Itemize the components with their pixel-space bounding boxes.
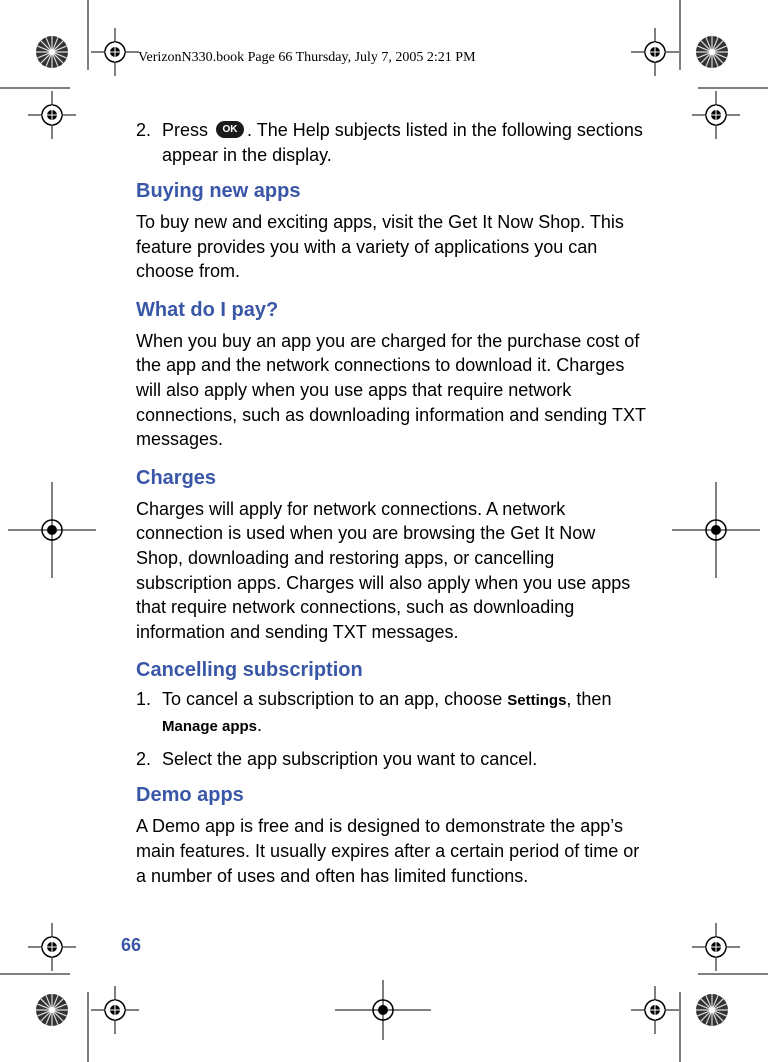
step-text: Press OK . The Help subjects listed in the following sections appear in the display. [162, 120, 643, 165]
crosshair-mark [91, 986, 139, 1034]
section-body-buying: To buy new and exciting apps, visit the Get It Now Shop. This feature provides you with a variety of applications you can choose from. [136, 212, 624, 282]
crosshair-mark [28, 923, 76, 971]
step-number: 1. [136, 689, 152, 710]
registration-star-bottom-left [36, 994, 68, 1026]
registration-star-bottom-right [696, 994, 728, 1026]
intro-step [136, 118, 646, 168]
page-content [136, 118, 646, 888]
section-heading-demo: Demo apps [136, 784, 244, 807]
crosshair-mark [692, 91, 740, 139]
registration-star-top-left [36, 36, 68, 68]
cancel-step-2 [136, 747, 646, 772]
ok-key-icon: OK [216, 121, 244, 138]
menu-name-manage-apps: Manage apps [162, 718, 258, 736]
section-heading-charges: Charges [136, 466, 217, 489]
print-header-slug: VerizonN330.book Page 66 Thursday, July 7, 2005 2:21 PM [138, 50, 476, 65]
section-heading-buying: Buying new apps [136, 180, 301, 202]
crosshair-mark [631, 986, 679, 1034]
section-body-charges: Charges will apply for network connections. A network connection is used when you are browsing the Get It Now Shop, downloading and restoring apps, or cancelling subscription apps. Charges will also apply when you use apps that require network connections, such as downloading information and sending TXT messages. [136, 498, 631, 642]
cancel-step-1 [136, 687, 646, 739]
crosshair-mark [91, 28, 139, 76]
section-heading-cancelling: Cancelling subscription [136, 659, 363, 682]
menu-name-settings: Settings [507, 692, 567, 710]
crosshair-mark [28, 91, 76, 139]
crosshair-mark [631, 28, 679, 76]
step-number: 2. [136, 120, 152, 140]
crosshair-mark [692, 923, 740, 971]
step-text: Select the app subscription you want to cancel. [162, 749, 538, 770]
registration-star-top-right [696, 36, 728, 68]
section-body-demo: A Demo app is free and is designed to demonstrate the app’s main features. It usually expires after a certain period of time or a number of uses and often has limited functions. [136, 816, 640, 886]
section-body-pay: When you buy an app you are charged for the purchase cost of the app and the network connections to download it. Charges will also apply when you use apps that require network connections, such as downloading information and sending TXT messages. [136, 330, 646, 450]
step-text: To cancel a subscription to an app, choose Settings, then Manage apps. [162, 689, 612, 736]
page-number: 66 [121, 935, 142, 955]
section-heading-pay: What do I pay? [136, 298, 279, 321]
step-number: 2. [136, 749, 152, 770]
